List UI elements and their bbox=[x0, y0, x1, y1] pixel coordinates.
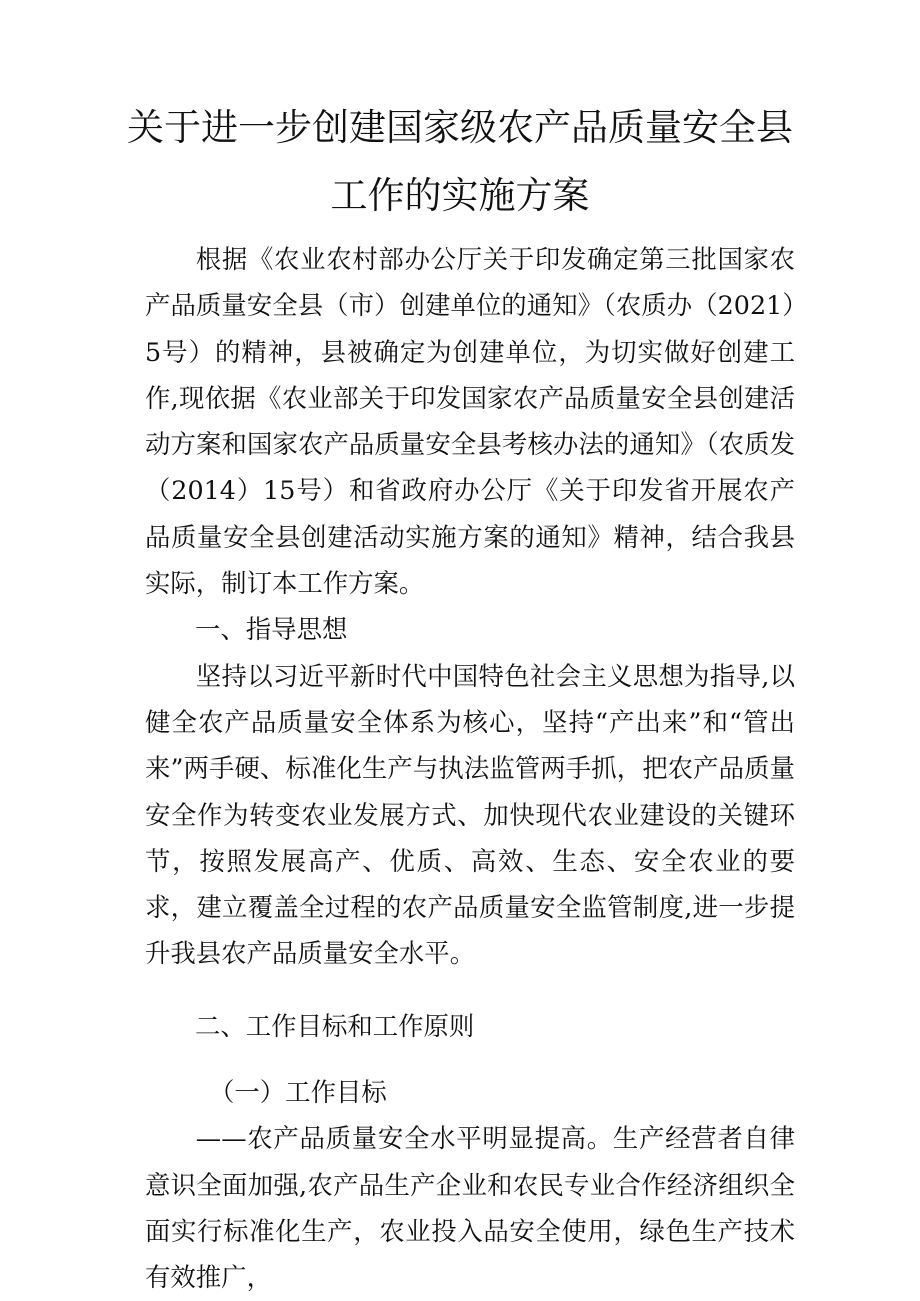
document-title-line-2: 工作的实施方案 bbox=[330, 174, 590, 217]
section-1-paragraph: 坚持以习近平新时代中国特色社会主义思想为指导,以健全农产品质量安全体系为核心，坚持“产出来”和“管出来”两手硬、标准化生产与执法监管两手抓，把农产品质量安全作为转变农业发展方式、加快现代农业建设的关键环节，按照发展高产、优质、高效、生态、安全农业的要求，建立覆盖全过程的农产品质量安全监管制度,进一步提升我县农产品质量安全水平。 bbox=[145, 660, 795, 969]
document-body bbox=[145, 236, 795, 1301]
document-title-line-1: 关于进一步创建国家级农产品质量安全县 bbox=[127, 106, 793, 149]
subsection-1-paragraph: ——农产品质量安全水平明显提高。生产经营者自律意识全面加强,农产品生产企业和农民专业合作经济组织全面实行标准化生产，农业投入品安全使用，绿色生产技术有效推广， bbox=[145, 1123, 795, 1293]
intro-paragraph: 根据《农业农村部办公厅关于印发确定第三批国家农产品质量安全县（市）创建单位的通知》（农质办（2021）5号）的精神，县被确定为创建单位，为切实做好创建工作,现依据《农业部关于印发国家农产品质量安全县创建活动方案和国家农产品质量安全县考核办法的通知》（农质发（2014）15号）和省政府办公厅《关于印发省开展农产品质量安全县创建活动实施方案的通知》精神，结合我县实际，制订本工作方案。 bbox=[145, 244, 795, 599]
section-1-heading: 一、指导思想 bbox=[195, 614, 348, 645]
subsection-1-heading: （一）工作目标 bbox=[209, 1077, 387, 1108]
section-2-heading: 二、工作目标和工作原则 bbox=[195, 1010, 475, 1041]
